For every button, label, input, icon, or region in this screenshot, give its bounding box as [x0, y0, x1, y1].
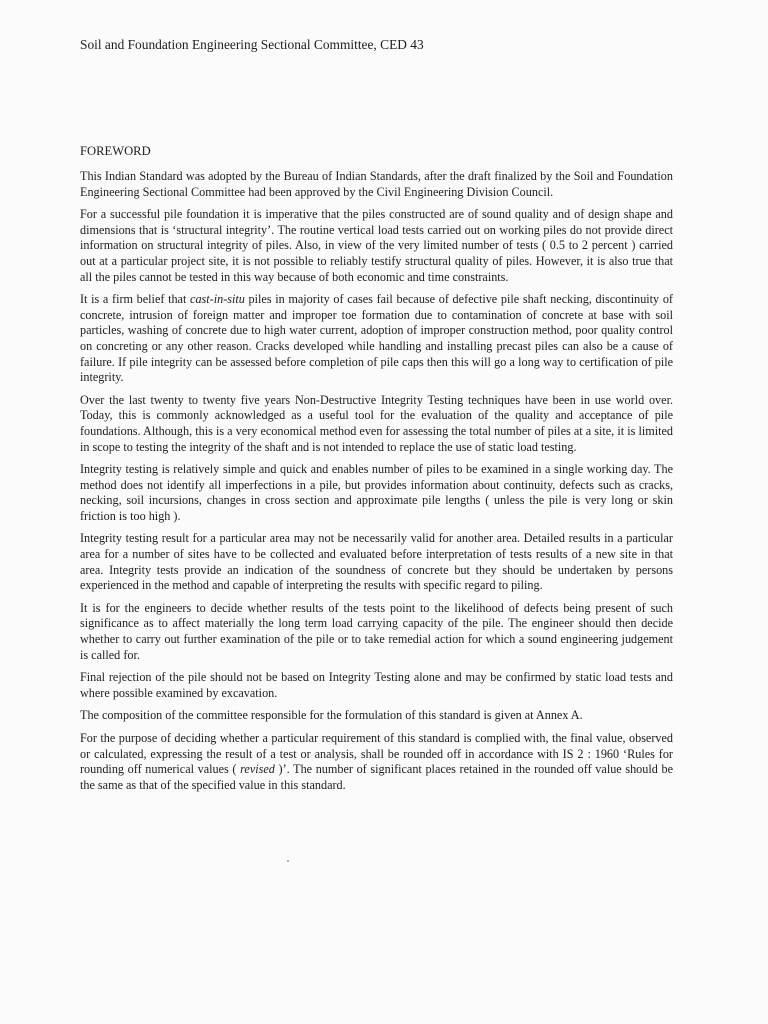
- paragraph-integrity-testing: Integrity testing is relatively simple and quick and enables number of piles to be examined in a single working day. The method does not identify all imperfections in a pile, but provides information about continuity, defects such as cracks, necking, soil incursions, changes in cross section and approximate pile lengths ( unless the pile is very long or skin friction is too high ).: [80, 462, 673, 523]
- paragraph-pile-failure-italic: cast-in-situ: [190, 292, 245, 307]
- paragraph-rounding-off-text-1: For the purpose of deciding whether a particular requirement of this standard is complied with, the final value, observed or calculated, expressing the result of a test or analysis, shall be rounded off in accordance with IS 2 : 1960 ‘Rules for rounding off numerical values (: [80, 731, 673, 777]
- paragraph-rounding-off-italic: revised: [240, 762, 275, 777]
- paragraph-engineer-decision: It is for the engineers to decide whether results of the tests point to the likelihood of defects being present of such significance as to affect materially the long term load carrying capacity of the pile. The engineer should then decide whether to carry out further examination of the pile or to take remedial action for which a sound engineering judgement is called for.: [80, 600, 673, 662]
- paragraph-committee-composition: The composition of the committee responsible for the formulation of this standard is given at Annex A.: [80, 708, 583, 723]
- paragraph-rounding-off-text-2: )’. The number of significant places retained in the rounded off value should be the same as that of the specified value in this standard.: [80, 762, 673, 792]
- committee-header: Soil and Foundation Engineering Sectional Committee, CED 43: [80, 37, 424, 52]
- paragraph-rounding-off: [80, 731, 673, 793]
- paragraph-pile-failure-text-2: piles in majority of cases fail because of defective pile shaft necking, discontinuity of concrete, intrusion of foreign matter and improper toe formation due to contamination of concrete at base with soil particles, washing of concrete due to high water current, adoption of improper construction method, poor quality control on concreting or any other reason. Cracks developed while handling and installing precast piles can also be a cause of failure. If pile integrity can be assessed before completion of pile caps then this will go a long way to certification of pile integrity.: [80, 292, 673, 385]
- paragraph-structural-integrity: For a successful pile foundation it is imperative that the piles constructed are of sound quality and of design shape and dimensions that is ‘structural integrity’. The routine vertical load tests carried out on working piles do not provide direct information on structural integrity of piles. Also, in view of the very limited number of tests ( 0.5 to 2 percent ) carried out at a particular project site, it is not possible to reliably testify structural quality of piles. However, it is also true that all the piles cannot be tested in this way because of both economic and time constraints.: [80, 207, 673, 284]
- paragraph-ndt-history: Over the last twenty to twenty five years Non-Destructive Integrity Testing techniques have been in use world over. Today, this is commonly acknowledged as a useful tool for the evaluation of the quality and acceptance of pile foundations. Although, this is a very economical method even for assessing the total number of piles at a site, it is limited in scope to testing the integrity of the shaft and is not intended to replace the use of static load testing.: [80, 392, 673, 454]
- foreword-heading: FOREWORD: [80, 144, 151, 158]
- paragraph-pile-failure-text-1: It is a firm belief that: [80, 292, 191, 307]
- paragraph-adoption: This Indian Standard was adopted by the Bureau of Indian Standards, after the draft finalized by the Soil and Foundation Engineering Sectional Committee had been approved by the Civil Engineering Division Council.: [80, 169, 673, 199]
- paragraph-area-validity: Integrity testing result for a particular area may not be necessarily valid for another area. Detailed results in a particular area for a number of sites have to be collected and evaluated before interpretation of tests results of a new site in that area. Integrity tests provide an indication of the soundness of concrete but they should be undertaken by persons experienced in the method and capable of interpreting the results with specific regard to piling.: [80, 531, 673, 593]
- scan-speck: [287, 860, 289, 862]
- paragraph-final-rejection: Final rejection of the pile should not be based on Integrity Testing alone and may be confirmed by static load tests and where possible examined by excavation.: [80, 670, 673, 700]
- paragraph-pile-failure: [80, 292, 673, 386]
- foreword-section: [80, 143, 673, 800]
